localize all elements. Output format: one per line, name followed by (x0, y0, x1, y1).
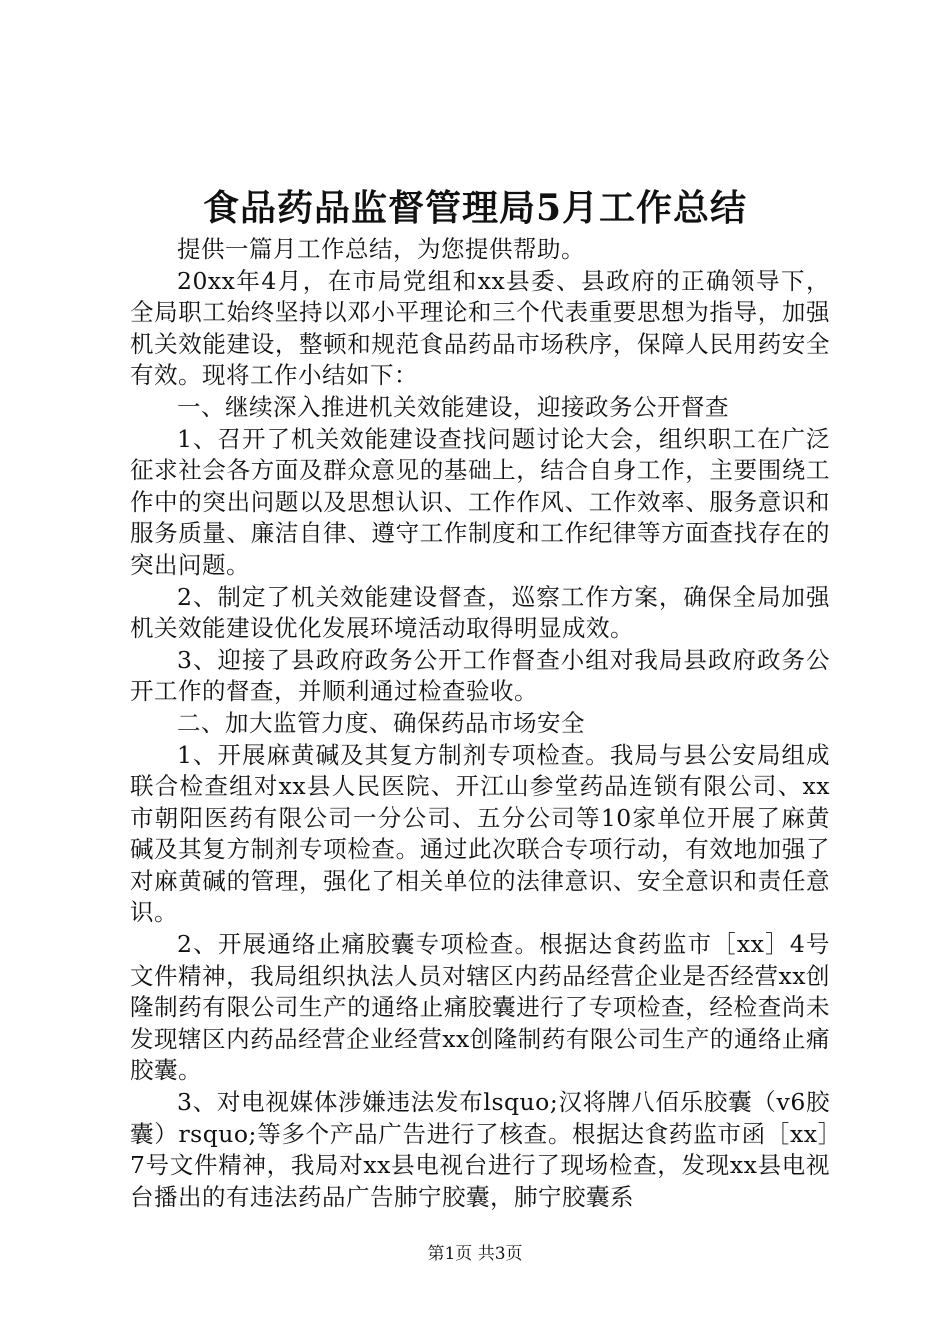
paragraph-item: 3、对电视媒体涉嫌违法发布lsquo;汉将牌八佰乐胶囊（v6胶囊）rsquo;等多个产品广告进行了核查。根据达食药监市函［xx］7号文件精神，我局对xx县电视台进行了现场检查，发现xx县电视台播出的有违法药品广告肺宁胶囊，肺宁胶囊系 (130, 1088, 830, 1211)
page-number-footer: 第1页 共3页 (427, 1244, 523, 1264)
document-body (130, 234, 830, 1213)
section-heading-1: 一、继续深入推进机关效能建设，迎接政务公开督查 (177, 392, 729, 421)
paragraph-item: 2、开展通络止痛胶囊专项检查。根据达食药监市［xx］4号文件精神，我局组织执法人员对辖区内药品经营企业是否经营xx创隆制药有限公司生产的通络止痛胶囊进行了专项检查，经检查尚未发现辖区内药品经营企业经营xx创隆制药有限公司生产的通络止痛胶囊。 (130, 930, 830, 1085)
paragraph-item: 3、迎接了县政府政务公开工作督查小组对我局县政府政务公开工作的督查，并顺利通过检查验收。 (130, 645, 830, 706)
paragraph-intro: 提供一篇月工作总结，为您提供帮助。 (177, 235, 585, 263)
paragraph-overview: 20xx年4月，在市局党组和xx县委、县政府的正确领导下，全局职工始终坚持以邓小平理论和三个代表重要思想为指导，加强机关效能建设，整顿和规范食品药品市场秩序，保障人民用药安全有效。现将工作小结如下： (130, 266, 830, 390)
section-heading-2: 二、加大监管力度、确保药品市场安全 (177, 708, 585, 737)
paragraph-item: 1、开展麻黄碱及其复方制剂专项检查。我局与县公安局组成联合检查组对xx县人民医院、开江山参堂药品连锁有限公司、xx市朝阳医药有限公司一分公司、五分公司等10家单位开展了麻黄碱及其复方制剂专项检查。通过此次联合专项行动，有效地加强了对麻黄碱的管理，强化了相关单位的法律意识、安全意识和责任意识。 (130, 740, 830, 927)
document-title: 食品药品监督管理局5月工作总结 (202, 187, 748, 229)
paragraph-item: 1、召开了机关效能建设查找问题讨论大会，组织职工在广泛征求社会各方面及群众意见的基础上，结合自身工作，主要围绕工作中的突出问题以及思想认识、工作作风、工作效率、服务意识和服务质量、廉洁自律、遵守工作制度和工作纪律等方面查找存在的突出问题。 (130, 424, 830, 579)
paragraph-item: 2、制定了机关效能建设督查，巡察工作方案，确保全局加强机关效能建设优化发展环境活动取得明显成效。 (130, 582, 830, 643)
